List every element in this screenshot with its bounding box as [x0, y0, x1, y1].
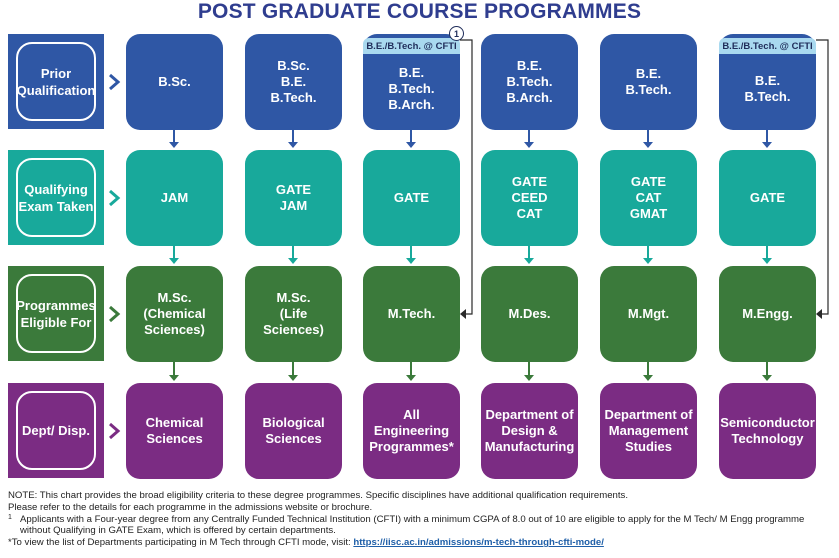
down-arrow-head [643, 375, 653, 381]
chevron-right-icon [110, 75, 118, 89]
down-arrow-head [524, 142, 534, 148]
down-arrow-head [169, 375, 179, 381]
cfti-bypass-line [460, 40, 472, 314]
programme-box-2: M.Sc. (Life Sciences) [245, 266, 342, 362]
programme-box-4: M.Des. [481, 266, 578, 362]
note-line: NOTE: This chart provides the broad eligibility criteria to these degree programmes. Specific disciplines have additional qualification requirements. [8, 490, 628, 501]
page-title: POST GRADUATE COURSE PROGRAMMES [197, 0, 642, 23]
prior-box-2: B.Sc. B.E. B.Tech. [245, 34, 342, 130]
prior-box-3: B.E. B.Tech. B.Arch. [363, 34, 460, 130]
exam-box-2: GATE JAM [245, 150, 342, 246]
dept-box-6: Semiconductor Technology [719, 383, 816, 479]
dept-box-2: Biological Sciences [245, 383, 342, 479]
cfti-link[interactable]: https://iisc.ac.in/admissions/m-tech-through-cfti-mode/ [353, 537, 604, 549]
footnote-text: Applicants with a Four-year degree from any Centrally Funded Technical Institution (CFTI) with a minimum CGPA of 8.0 out of 10 are eligible to apply for the M Tech/ M Engg programme without Qualifying in GATE Exam, which is offered by certain departments. [20, 513, 805, 537]
note-line [8, 537, 836, 549]
cfti-bypass-line [816, 40, 828, 314]
dept-box-3: All Engineering Programmes* [363, 383, 460, 479]
cfti-tag: B.E./B.Tech. @ CFTI [363, 38, 460, 54]
cfti-bypass-arrow-head [460, 309, 466, 319]
exam-box-4: GATE CEED CAT [481, 150, 578, 246]
cfti-bypass-arrow-head [816, 309, 822, 319]
exam-box-5: GATE CAT GMAT [600, 150, 697, 246]
down-arrow-head [643, 142, 653, 148]
down-arrow-head [288, 375, 298, 381]
row-label-text: Dept/ Disp. [16, 391, 96, 470]
note-link-prefix: *To view the list of Departments participating in M Tech through CFTI mode, visit: [8, 537, 354, 549]
note-line: Please refer to the details for each programme in the admissions website or brochure. [8, 501, 373, 513]
down-arrow-head [288, 142, 298, 148]
exam-box-1: JAM [126, 150, 223, 246]
cfti-tag: B.E./B.Tech. @ CFTI [719, 38, 816, 54]
down-arrow-head [762, 258, 772, 264]
prior-box-5: B.E. B.Tech. [600, 34, 697, 130]
programme-box-1: M.Sc. (Chemical Sciences) [126, 266, 223, 362]
footnote-number: 1 [8, 513, 12, 521]
chevron-right-icon [110, 307, 118, 321]
down-arrow-head [406, 375, 416, 381]
exam-box-6: GATE [719, 150, 816, 246]
row-label-text: Programmes Eligible For [16, 274, 96, 353]
down-arrow-head [762, 142, 772, 148]
down-arrow-head [524, 258, 534, 264]
notes-section [8, 490, 836, 549]
row-label-text: Prior Qualification [16, 42, 96, 121]
down-arrow-head [169, 142, 179, 148]
chevron-right-icon [110, 191, 118, 205]
dept-box-1: Chemical Sciences [126, 383, 223, 479]
dept-box-4: Department of Design & Manufacturing [481, 383, 578, 479]
down-arrow-head [524, 375, 534, 381]
programme-box-5: M.Mgt. [600, 266, 697, 362]
down-arrow-head [762, 375, 772, 381]
programme-box-3: M.Tech. [363, 266, 460, 362]
down-arrow-head [169, 258, 179, 264]
down-arrow-head [406, 142, 416, 148]
down-arrow-head [406, 258, 416, 264]
prior-box-4: B.E. B.Tech. B.Arch. [481, 34, 578, 130]
down-arrow-head [643, 258, 653, 264]
chevron-right-icon [110, 424, 118, 438]
footnote [8, 514, 836, 538]
prior-box-1: B.Sc. [126, 34, 223, 130]
programme-box-6: M.Engg. [719, 266, 816, 362]
exam-box-3: GATE [363, 150, 460, 246]
footnote-marker: 1 [449, 26, 464, 41]
row-label-text: Qualifying Exam Taken [16, 158, 96, 237]
dept-box-5: Department of Management Studies [600, 383, 697, 479]
down-arrow-head [288, 258, 298, 264]
prior-box-6: B.E. B.Tech. [719, 34, 816, 130]
